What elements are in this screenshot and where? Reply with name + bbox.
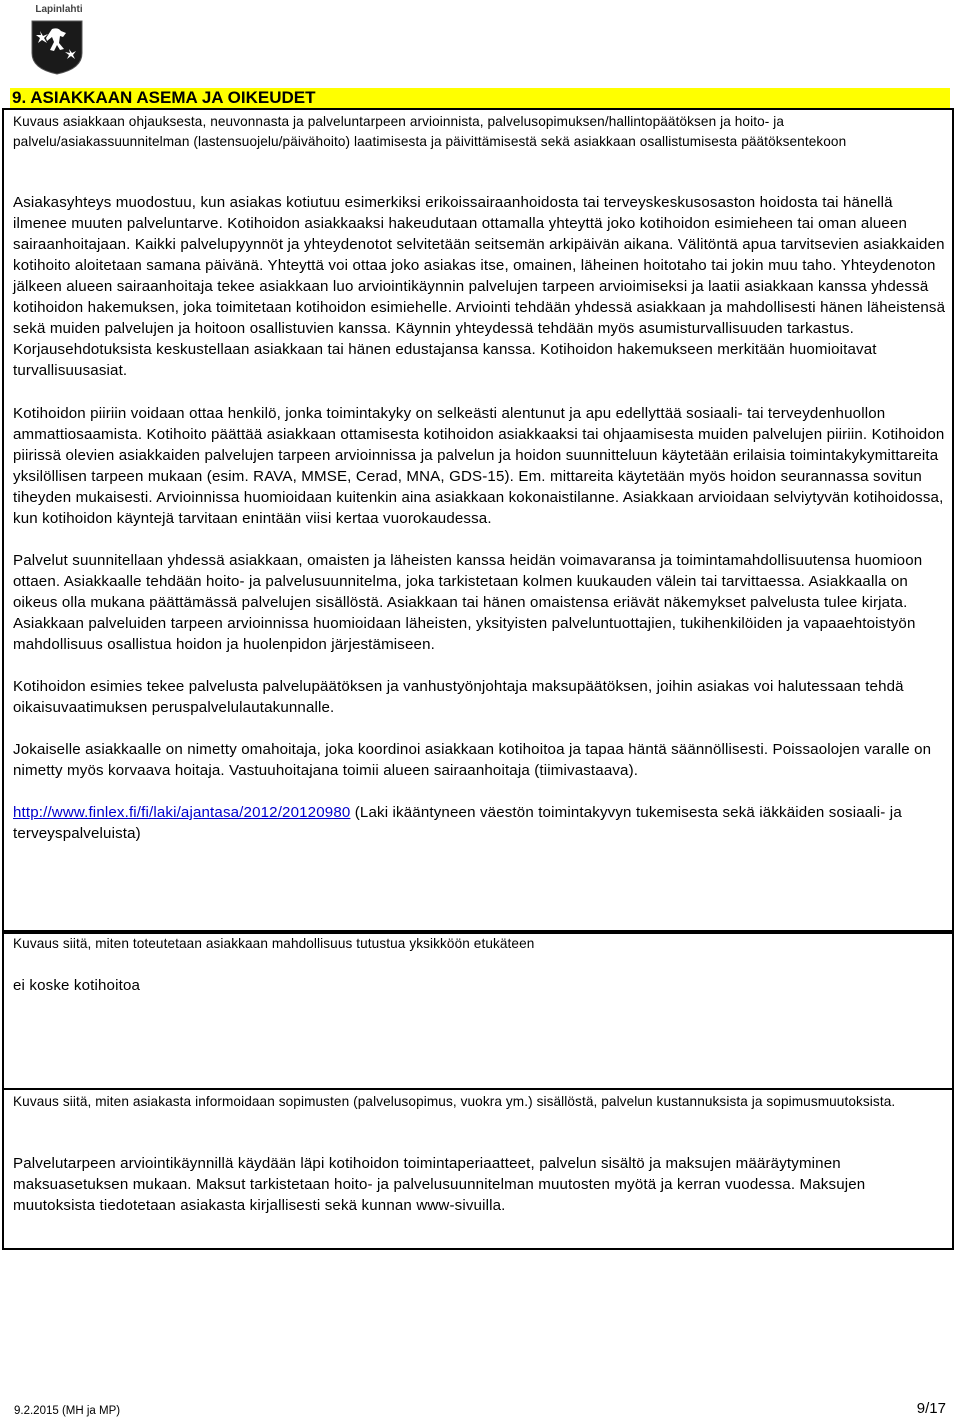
paragraph: Palvelut suunnitellaan yhdessä asiakkaan, omaisten ja läheisten kanssa heidän voimavaransa ja toimintamahdollisuutensa huomioon ottaen. Asiakkaalle tehdään hoito- ja palvelusuunnitelma, joka tarkistetaan kolmen kuukauden välein tai tarvittaessa. Asiakkaalla on oikeus olla mukana päättämässä palvelujen sisällöstä. Asiakkaan tai hänen omaistensa eriävät näkemykset palvelusta tulee kirjata. Asiakkaan palveluiden tarpeen arvioinnissa huomioidaan läheisten, yksityisten palveluntuottajien, tukihenkilöiden ja vapaaehtoistyön mahdollisuus osallistua hoidon ja huolenpidon järjestämiseen.	[13, 552, 923, 653]
section-body-contracts: Palvelutarpeen arviointikäynnillä käydään läpi kotihoidon toimintaperiaatteet, palvelun sisältö ja maksujen määräytyminen maksuasetuksen mukaan. Maksut tarkistetaan hoito- ja palvelusuunnitelman muutosten myötä ja kerran vuodessa. Maksujen muutoksista tiedotetaan asiakasta kirjallisesti sekä kunnan www-sivuilla.	[13, 1155, 866, 1214]
section-box-contracts	[2, 1088, 954, 1250]
paragraph: Kotihoidon esimies tekee palvelusta palvelupäätöksen ja vanhustyönjohtaja maksupäätöksen, joihin asiakas voi halutessaan tehdä oikaisuvaatimuksen peruspalvelulautakunnalle.	[13, 678, 904, 716]
law-reference	[13, 802, 949, 844]
finlex-link[interactable]: http://www.finlex.fi/fi/laki/ajantasa/2012/20120980	[13, 804, 351, 821]
section-label-visit: Kuvaus siitä, miten toteutetaan asiakkaan mahdollisuus tutustua yksikköön etukäteen	[13, 936, 535, 951]
paragraph: Asiakasyhteys muodostuu, kun asiakas kotiutuu esimerkiksi erikoissairaanhoidosta tai terveyskeskusosaston hoidosta tai hänellä ilmenee muuten palveluntarve. Kotihoidon asiakkaaksi hakeudutaan ottamalla yhteyttä joko kotihoidon esimieheen tai oman alueen sairaanhoitajaan. Kaikki palvelupyynnöt ja yhteydenotot selvitetään seitsemän arkipäivän aikana. Välitöntä apua tarvitsevien asiakkaiden kotihoito aloitetaan samana päivänä. Yhteyttä voi ottaa joko asiakas itse, omainen, läheinen hoitotaho tai jokin muu taho. Yhteydenoton jälkeen alueen sairaanhoitaja tekee asiakkaan luo arviointikäynnin palvelujen tarpeen arvioimiseksi ja laatii asiakkaan kanssa yhdessä kotihoidon hakemuksen, joka toimitetaan kotihoidon esimiehelle. Arviointi tehdään yhdessä asiakkaan ja mahdollisesti hänen läheistensä sekä muiden palvelujen ja hoitoon osallistuvien kanssa. Käynnin yhteydessä tehdään myös asumisturvallisuuden tarkastus. Korjausehdotuksista keskustellaan asiakkaan tai hänen edustajansa kanssa. Kotihoidon hakemukseen merkitään huomioitavat turvallisuusasiat.	[13, 194, 946, 379]
section-heading	[10, 88, 950, 108]
section-box-guidance	[2, 108, 954, 932]
law-reference-text: (Laki ikääntyneen väestön toimintakyvyn tukemisesta sekä iäkkäiden sosiaali- ja terveyspalveluista)	[13, 804, 902, 842]
paragraph: Kotihoidon piiriin voidaan ottaa henkilö, jonka toimintakyky on selkeästi alentunut ja apu edellyttää sosiaali- tai terveydenhuollon ammattiosaamista. Kotihoito päättää asiakkaan ottamisesta kotihoidon asiakkaaksi tai ohjaamisesta muiden palvelujen piiriin. Kotihoidon piirissä olevien asiakkaiden palvelujen tarpeen arvioinnissa ja palvelun ja hoidon suunnitteluun käytetään erilaisia toimintakykymittareita yksilöllisen tarpeen mukaan (esim. RAVA, MMSE, Cerad, MNA, GDS-15). Em. mittareita käytetään myös hoidon seurannassa sovitun tiheyden mukaisesti. Arvioinnissa huomioidaan kuitenkin aina asiakkaan kokonaistilanne. Asiakkaan arvioidaan selviytyvän kotihoidossa, kun kotihoidon käyntejä tarvitaan enintään viisi kertaa vuorokaudessa.	[13, 405, 945, 527]
section-label-contracts: Kuvaus siitä, miten asiakasta informoidaan sopimusten (palvelusopimus, vuokra ym.) sisällöstä, palvelun kustannuksista ja sopimusmuutoksista.	[13, 1094, 896, 1109]
section-box-visit	[2, 932, 954, 1090]
footer-date-author: 9.2.2015 (MH ja MP)	[14, 1405, 121, 1417]
section-body-visit: ei koske kotihoitoa	[13, 977, 141, 994]
section-heading-text: 9. ASIAKKAAN ASEMA JA OIKEUDET	[12, 88, 316, 107]
paragraph: Jokaiselle asiakkaalle on nimetty omahoitaja, joka koordinoi asiakkaan kotihoitoa ja tapaa häntä säännöllisesti. Poissaolojen varalle on nimetty myös korvaava hoitaja. Vastuuhoitajana toimii alueen sairaanhoitaja (tiimivastaava).	[13, 741, 932, 779]
coat-of-arms-icon	[30, 19, 84, 75]
section-label-guidance: Kuvaus asiakkaan ohjauksesta, neuvonnasta ja palveluntarpeen arvioinnista, palvelusopimuksen/hallintopäätöksen ja hoito- ja palvelu/asiakassuunnitelman (lastensuojelu/päivähoito) laatimisesta ja päivittämisestä sekä asiakkaan osallistumisesta päätöksentekoon	[13, 114, 847, 149]
logo-name: Lapinlahti	[35, 4, 83, 15]
municipality-logo	[30, 4, 88, 75]
section-body-guidance	[13, 192, 949, 844]
footer-page-number: 9/17	[916, 1400, 946, 1417]
